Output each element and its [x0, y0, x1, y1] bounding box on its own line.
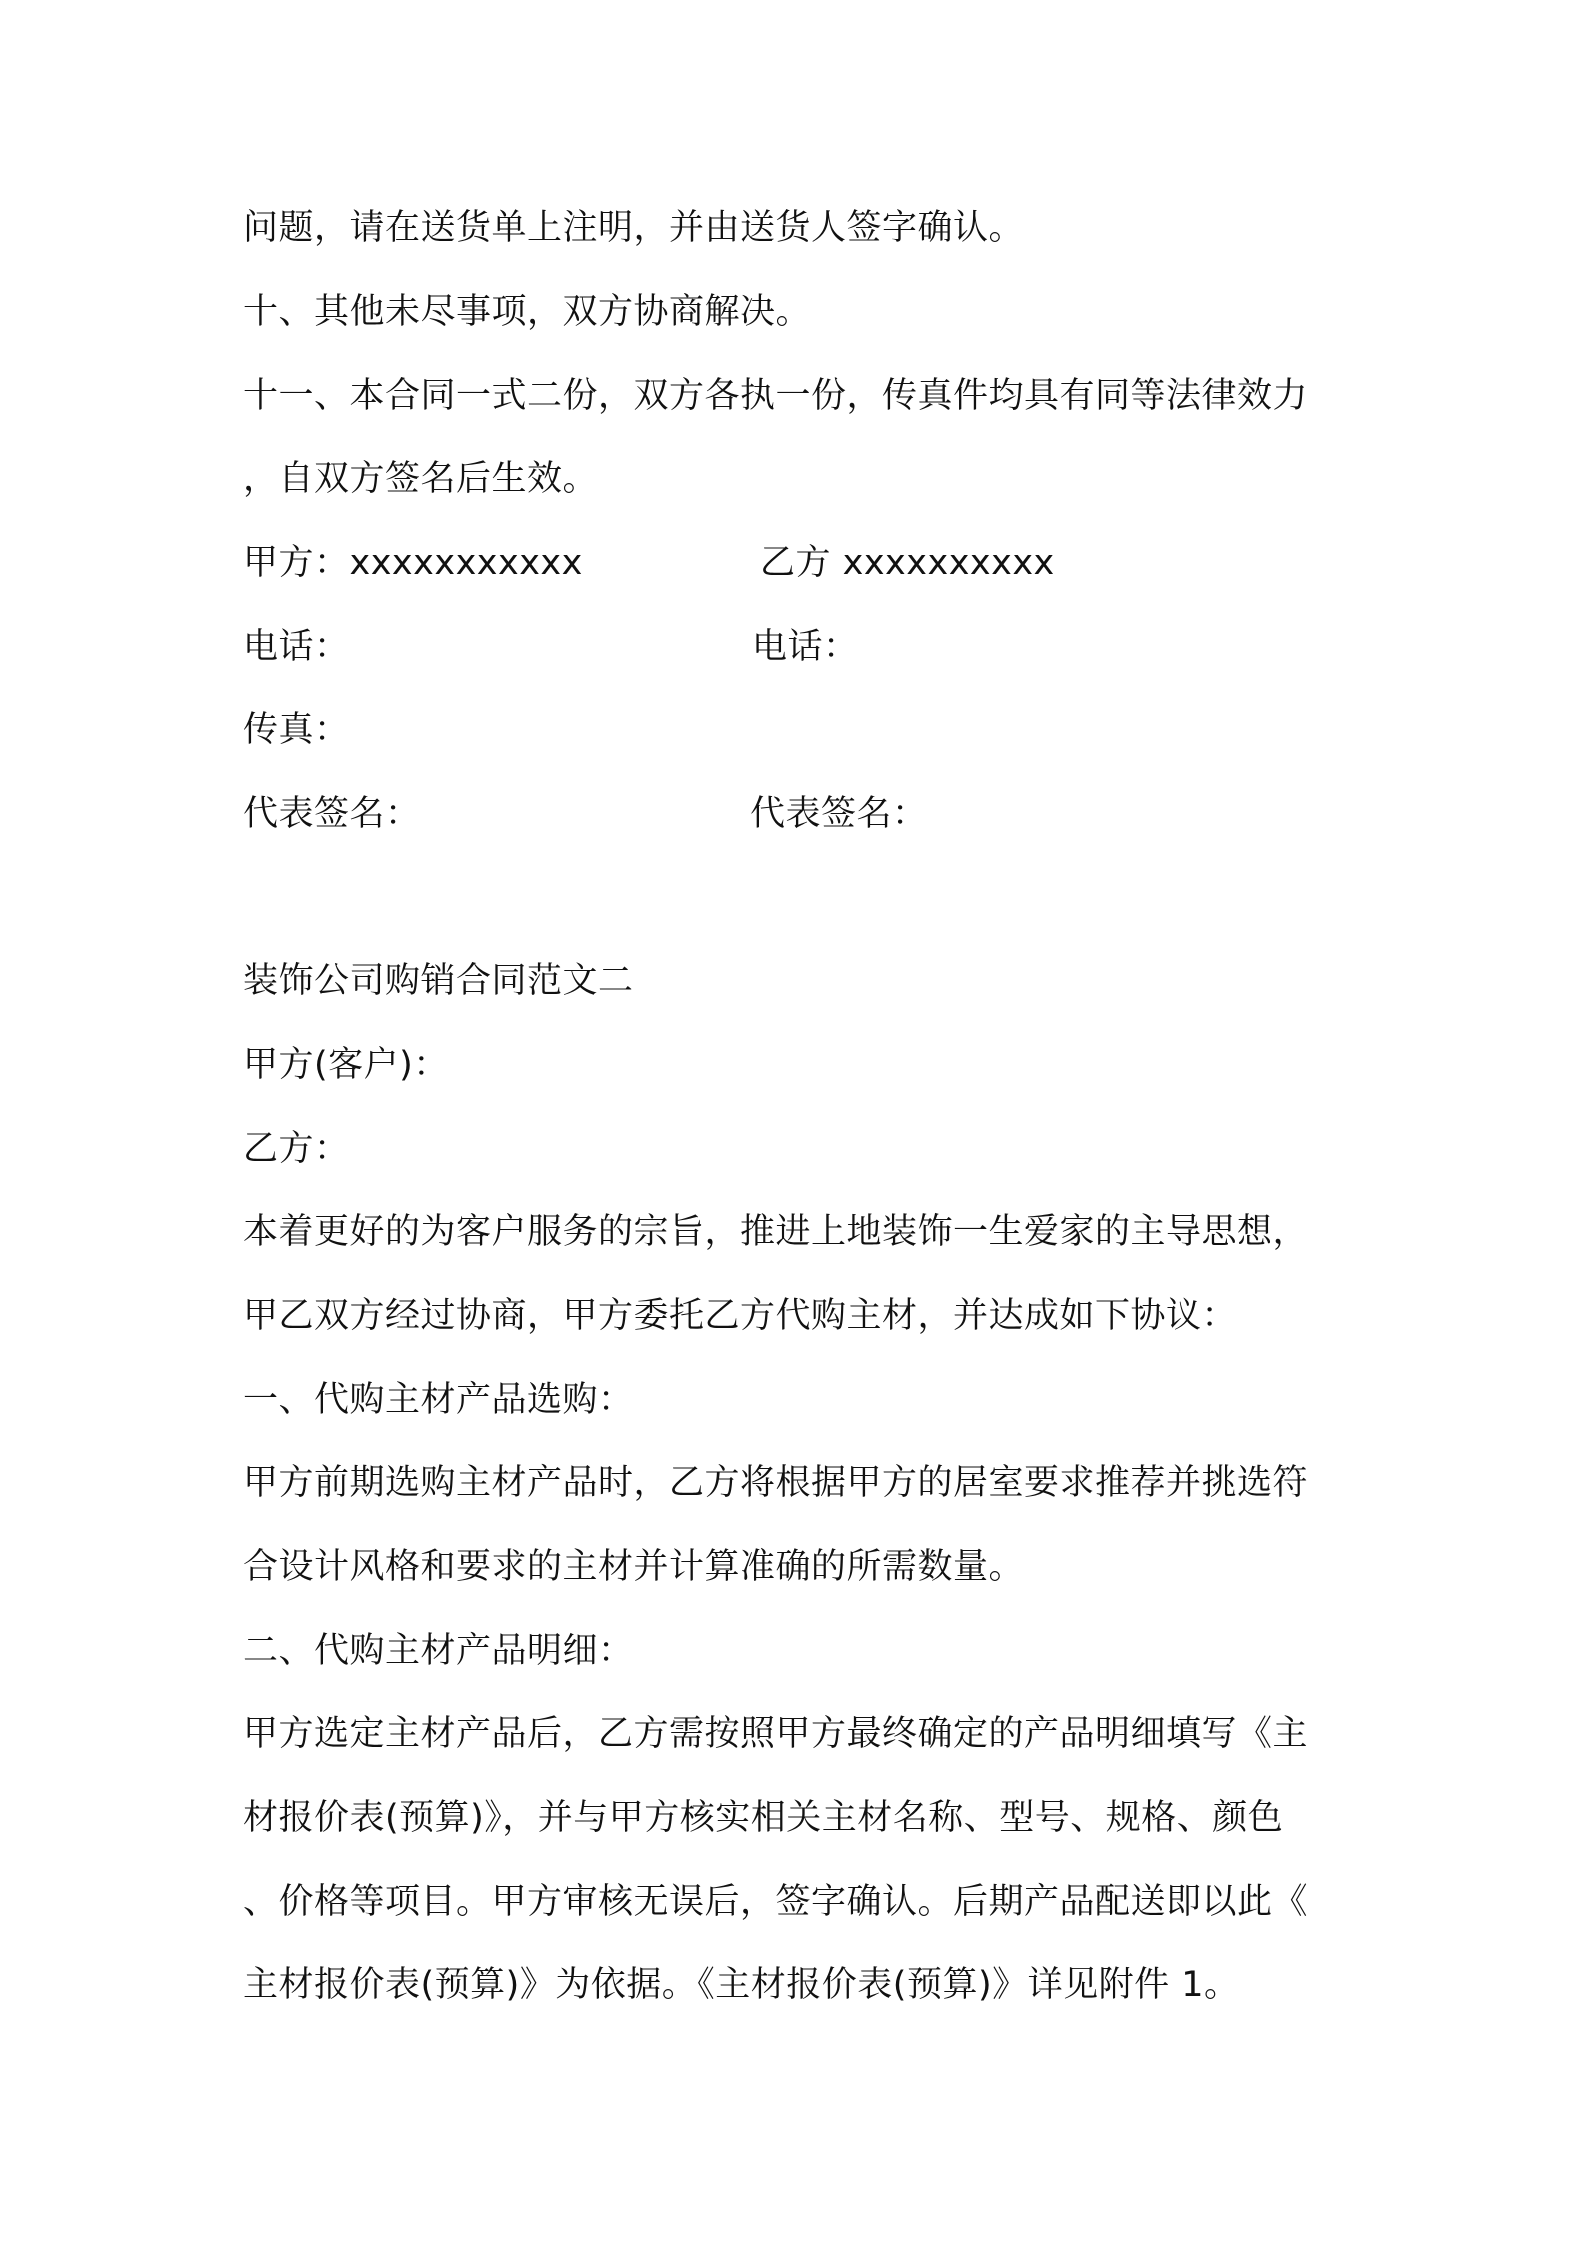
client-party-label: 甲方(客户)：: [243, 1045, 449, 1085]
paragraph-line: 问题，请在送货单上注明，并由送货人签字确认。: [243, 208, 1025, 248]
phone-a-label: 电话：: [243, 627, 350, 667]
clause-ten: 十、其他未尽事项，双方协商解决。: [243, 292, 812, 332]
rep-b-label: 代表签名：: [750, 794, 928, 834]
body-line: 甲方选定主材产品后，乙方需按照甲方最终确定的产品明细填写《主: [243, 1714, 1309, 1754]
body-line: 材报价表(预算)》，并与甲方核实相关主材名称、型号、规格、颜色: [243, 1798, 1284, 1838]
supplier-party-label: 乙方：: [243, 1129, 350, 1169]
body-line: 甲方前期选购主材产品时，乙方将根据甲方的居室要求推荐并挑选符: [243, 1463, 1309, 1503]
body-line: 、价格等项目。甲方审核无误后，签字确认。后期产品配送即以此《: [243, 1882, 1309, 1922]
clause-eleven-cont: ，自双方签名后生效。: [243, 459, 599, 499]
body-line: 本着更好的为客户服务的宗旨，推进上地装饰一生爱家的主导思想，: [243, 1212, 1309, 1252]
clause-heading: 一、代购主材产品选购：: [243, 1380, 634, 1420]
fax-a-label: 传真：: [243, 710, 350, 750]
clause-heading: 二、代购主材产品明细：: [243, 1631, 634, 1671]
body-line: 合设计风格和要求的主材并计算准确的所需数量。: [243, 1547, 1025, 1587]
phone-b-label: 电话：: [752, 627, 859, 667]
rep-a-label: 代表签名：: [243, 794, 421, 834]
party-a-label: 甲方：xxxxxxxxxxx: [243, 543, 583, 583]
body-line: 甲乙双方经过协商，甲方委托乙方代购主材，并达成如下协议：: [243, 1296, 1238, 1336]
body-line: 主材报价表(预算)》为依据。《主材报价表(预算)》详见附件 1。: [243, 1965, 1240, 2005]
clause-eleven: 十一、本合同一式二份，双方各执一份，传真件均具有同等法律效力: [243, 376, 1309, 416]
party-b-label: 乙方 xxxxxxxxxx: [760, 543, 1055, 583]
section-title: 装饰公司购销合同范文二: [243, 961, 634, 1001]
